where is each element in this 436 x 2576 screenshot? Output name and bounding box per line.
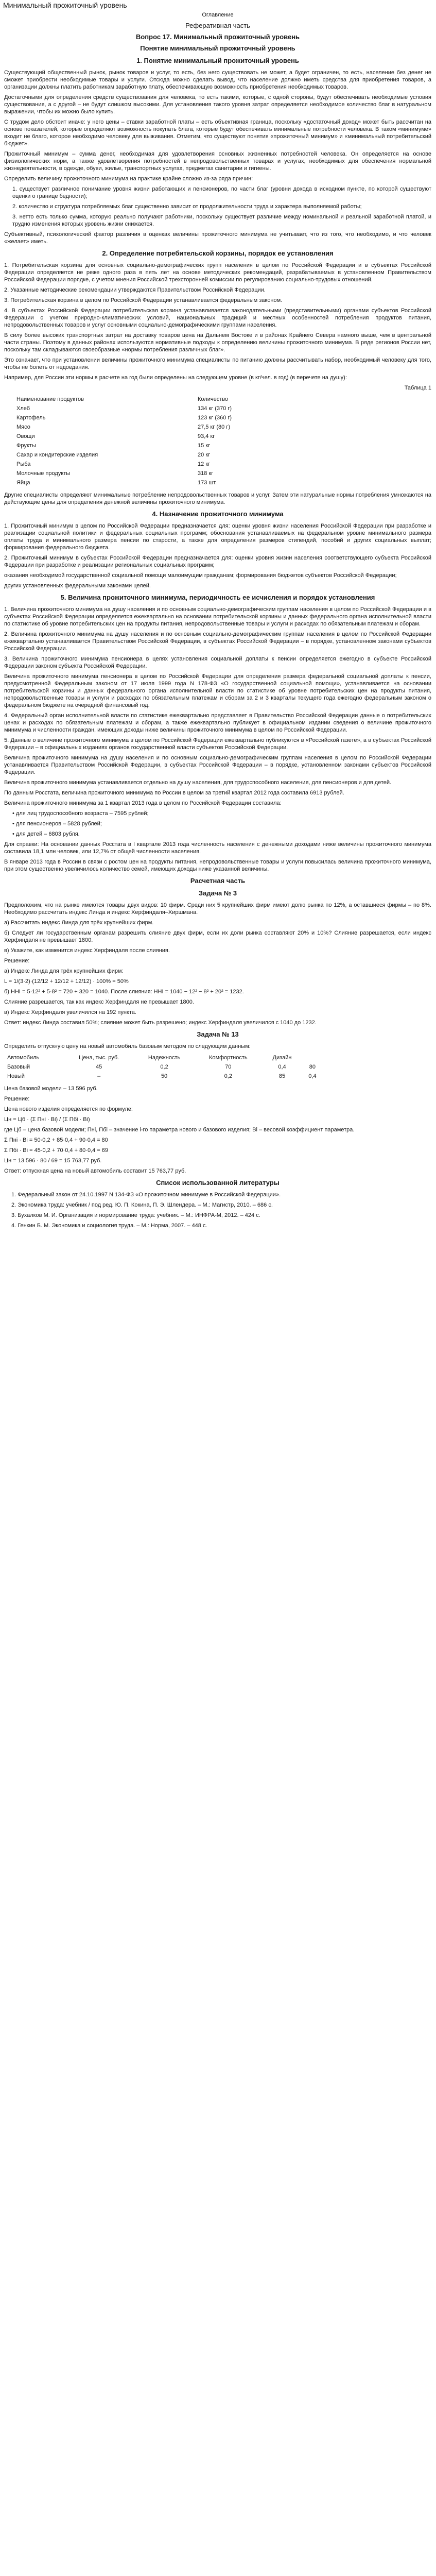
paragraph: В январе 2013 года в России в связи с ростом цен на продукты питания, непродовольственные товары и услуги повысилась величина прожиточного минимума, при этом существенно увеличилось количество семей, имеющих доходы ниже указанной величины. — [4, 859, 431, 872]
paragraph: Величина прожиточного минимума пенсионера в целом по Российской Федерации для определения размера федеральной социальной доплаты к пенсии, предусмотренной Федеральным законом от 17 июля 1999 года N 178-ФЗ «О государственной социальной помощи», устанавливается на основании потребительской корзины и данных федерального органа исполнительной власти по статистике об уровне потребительских цен на продукты питания, непродовольственные товары и услуги и расходах по обязательным платежам и сборам за 2 и 3 кварталы текущего года ежегодно федеральным законом о федеральном бюджете на очередной финансовый год. — [4, 673, 431, 708]
paragraph: в) Укажите, как изменится индекс Херфиндаля после слияния. — [4, 947, 170, 954]
paragraph: Прожиточный минимум – сумма денег, необходимая для удовлетворения основных жизненных потребностей человека. Он определяется на основе физиологических норм, а также удовлетворения потребностей в непродовольственных товарах и услугах, необходимых для обеспечения нормальной жизнедеятельности, в одежде, обуви, жилье, транспортных услугах, предметах санитарии и гигиены. — [4, 151, 431, 172]
table-caption: Таблица 1 — [404, 385, 431, 391]
paragraph: б) HHI = 5·12² + 5·8² = 720 + 320 = 1040. После слияния: HHI = 1040 − 12² − 8² + 20² = 1232. — [4, 989, 244, 995]
references-heading: Список использованной литературы — [156, 1179, 280, 1187]
table-header-cell: Автомобиль — [7, 1055, 40, 1061]
table-cell: 93,4 кг — [198, 433, 215, 439]
paragraph: Для справки: На основании данных Росстата в I квартале 2013 года численность населения с денежными доходами ниже величины прожиточного минимума составила 18,1 млн человек, или 12,7% от общей численности населения. — [4, 841, 431, 855]
toc-link-concept[interactable]: Понятие минимальный прожиточный уровень — [140, 44, 295, 52]
table-cell: Молочные продукты — [16, 470, 71, 477]
table-cell: Базовый — [7, 1064, 30, 1070]
section-3-heading: 4. Назначение прожиточного минимума — [152, 510, 284, 518]
table-cell: 318 кг — [198, 470, 214, 477]
paragraph: Это означает, что при установлении величины прожиточного минимума специалисты по питанию должны рассчитывать набор, необходимый человеку для того, чтобы не болеть от недоедания. — [4, 357, 431, 370]
paragraph: а) Рассчитать индекс Линда для трёх крупнейших фирм. — [4, 920, 154, 926]
table-cell: – — [97, 1073, 101, 1079]
paragraph: Величина прожиточного минимума за 1 квартал 2013 года в целом по Российской Федерации составила: — [4, 800, 282, 806]
table-row — [13, 422, 235, 432]
table-row — [13, 469, 235, 478]
table-cell: 50 — [161, 1073, 168, 1079]
paragraph: 4. В субъектах Российской Федерации потребительская корзина устанавливается законодательными (представительными) органами субъектов Российской Федерации с учетом природно-климатических условий, национальных традиций и местных особенностей потребления продуктов питания, непродовольственных товаров и услуг основными социально-демографическими группами населения. — [4, 308, 431, 328]
table-cell: 0,4 — [278, 1064, 286, 1070]
table-header-cell: Комфортность — [208, 1055, 248, 1061]
table-cell: 85 — [278, 1073, 286, 1079]
paragraph: 3. Величина прожиточного минимума пенсионера в целях установления социальной доплаты к пенсии определяется ежегодно в субъекте Российской Федерации законом субъекта Российской Федерации. — [4, 656, 431, 669]
list-item: 2. количество и структура потребляемых благ существенно зависит от продолжительности труда и характера выполняемой работы; — [12, 204, 362, 210]
paragraph: 2. Указанные методические рекомендации утверждаются Правительством Российской Федерации. — [4, 287, 266, 293]
table-row — [13, 441, 235, 450]
table-cell: Овощи — [16, 433, 35, 439]
table-cell: 45 — [96, 1064, 102, 1070]
paragraph: Определить величину прожиточного минимума на практике крайне сложно из-за ряда причин: — [4, 176, 253, 182]
paragraph: оказания необходимой государственной социальной помощи малоимущим гражданам; формирования бюджетов субъектов Российской Федерации; — [4, 572, 397, 579]
table-header-cell: Количество — [198, 396, 229, 402]
reference-item: 4. Генкин Б. М. Экономика и социология труда. – М.: Норма, 2007. – 448 с. — [11, 1223, 207, 1229]
table-cell: 173 шт. — [198, 480, 217, 486]
table-cell: Фрукты — [16, 443, 36, 449]
paragraph: 4. Федеральный орган исполнительной власти по статистике ежеквартально представляет в Правительство Российской Федерации данные о потребительских ценах и расходах по обязательным платежам и сборам, а также ежеквартально публикует в официальном издании сведения о величине прожиточного минимума и численности граждан, имеющих доходы ниже величины прожиточного минимума в целом по Российской Федерации. — [4, 713, 431, 733]
paragraph: 1. Прожиточный минимум в целом по Российской Федерации предназначается для: оценки уровня жизни населения Российской Федерации при разработке и реализации социальной политики и федеральных социальных программ; обоснования устанавливаемых на федеральном уровне минимального размера оплаты труда и минимального размера пенсии по старости, а также для определения размеров стипендий, пособий и других социальных выплат; формирования федерального бюджета. — [4, 523, 431, 551]
table-cell: 0,2 — [160, 1064, 168, 1070]
table-cell: Рыба — [16, 461, 31, 467]
table-cell: Новый — [7, 1073, 25, 1079]
task-13-title: Задача № 13 — [197, 1030, 239, 1038]
formula: Σ Пбi · Вi = 45·0,2 + 70·0,4 + 80·0,4 = 69 — [4, 1147, 109, 1154]
table-cell: 70 — [225, 1064, 232, 1070]
formula: Цн = Цб · (Σ Пнi · Вi) / (Σ Пбi · Вi) — [4, 1116, 90, 1123]
table-header-cell: Цена, тыс. руб. — [79, 1055, 119, 1061]
formula: L = 1/(3·2)·(12/12 + 12/12 + 12/12) · 100% = 50% — [4, 978, 129, 985]
table-cell: 80 — [309, 1064, 316, 1070]
paragraph: Определить отпускную цену на новый автомобиль базовым методом по следующим данным: — [4, 1043, 251, 1049]
section-1-heading: 1. Понятие минимальный прожиточный уровень — [136, 57, 299, 64]
list-item: • для детей – 6803 рубля. — [12, 831, 80, 837]
document-body — [4, 11, 431, 1232]
table-row — [13, 432, 235, 441]
practice-heading: Расчетная часть — [190, 877, 246, 885]
table-row — [13, 460, 235, 469]
table-row — [4, 1072, 323, 1081]
table-cell: Хлеб — [16, 405, 30, 412]
food-norms-table — [13, 395, 235, 487]
list-item: • для лиц трудоспособного возраста – 7595 рублей; — [12, 810, 149, 817]
solution-label: Решение: — [4, 1096, 30, 1102]
table-header-row — [13, 395, 235, 404]
table-row — [13, 413, 235, 422]
table-header-row — [4, 1053, 323, 1062]
toc-label: Оглавление — [202, 12, 234, 18]
paragraph: Цена базовой модели – 13 596 руб. — [4, 1086, 98, 1092]
reference-item: 2. Экономика труда: учебник / под ред. Ю. П. Кокина, П. Э. Шлендера. – М.: Магистр, 2010. – 686 с. — [11, 1202, 273, 1208]
table-cell: Яйца — [16, 480, 30, 486]
task-13-heading — [4, 1030, 431, 1039]
paragraph: Величина прожиточного минимума на душу населения и по основным социально-демографическим группам населения в целом по Российской Федерации устанавливается Правительством Российской Федерации, в субъектах Российской Федерации – в порядке, установленном законами субъектов Российской Федерации. — [4, 755, 431, 775]
reference-item: 3. Бухалков М. И. Организация и нормирование труда: учебник. – М.: ИНФРА-М, 2012. – 424 с. — [11, 1212, 260, 1218]
section-4-heading: 5. Величина прожиточного минимума, периодичность ее исчисления и порядок установления — [60, 594, 375, 601]
table-cell: Мясо — [16, 424, 30, 430]
table-row — [13, 404, 235, 413]
table-cell: 123 кг (360 г) — [198, 415, 232, 421]
paragraph: Существующий общественный рынок, рынок товаров и услуг, то есть, без него существовать не может, а будет ограничен, то есть, население без денег не сможет приобрести необходимые товары и услуги. Отсюда можно сделать вывод, что население должно иметь средства для приобретения товаров, а организации должны платить работникам заработную плату, обеспечивающую возможность приобретения необходимых товаров. — [4, 70, 431, 90]
table-header-cell: Наименование продуктов — [16, 396, 84, 402]
paragraph: где Цб – цена базовой модели; Пнi, Пбi – значение i-го параметра нового и базового изделия; Вi – весовой коэффициент параметра. — [4, 1127, 355, 1133]
paragraph: 5. Данные о величине прожиточного минимума в целом по Российской Федерации ежеквартально публикуются в «Российской газете», а в субъектах Российской Федерации – в официальных изданиях органов государственной власти субъектов Российской Федерации. — [4, 737, 431, 751]
table-cell: 15 кг — [198, 443, 211, 449]
answer: Ответ: отпускная цена на новый автомобиль составит 15 763,77 руб. — [4, 1168, 186, 1174]
solution-label: Решение: — [4, 958, 30, 964]
paragraph: 1. Потребительская корзина для основных социально-демографических групп населения в целом по Российской Федерации и в субъектах Российской Федерации определяется не реже одного раза в пять лет на основе методических рекомендаций, разрабатываемых в установленном Правительством Российской Федерации порядке, с учетом мнения Российской трехсторонней комиссии по регулированию социально-трудовых отношений. — [4, 262, 431, 283]
paragraph: Цена нового изделия определяется по формуле: — [4, 1106, 133, 1112]
list-item: 3. нетто есть только сумма, которую реально получают работники, поскольку существует различие между номинальной и реальной заработной платой, и трудно изменения которых уровень жизни снижается. — [12, 214, 431, 227]
paragraph: Величина прожиточного минимума устанавливается отдельно на душу населения, для трудоспособного населения, для пенсионеров и для детей. — [4, 779, 392, 786]
toc-link-question[interactable]: Вопрос 17. Минимальный прожиточный уровень — [135, 33, 300, 41]
paragraph: С трудом дело обстоит иначе: у него цены – ставки заработной платы – есть объективная граница, поскольку «достаточный доход» может быть рассчитан на основе показателей, которые определяют возможность покупать блага, которые будут обеспечивать минимальные потребности человека. В таком «минимуме» входит не благо, которое необходимо человеку для выживания. Отметим, что существуют понятия «прожиточный минимум» и «минимальный потребительский бюджет». — [4, 119, 431, 147]
paragraph: Другие специалисты определяют минимальные потребление непродовольственных товаров и услуг. Затем эти натуральные нормы потребления умножаются на действующие цены для определения денежной величины прожиточного минимума. — [4, 492, 431, 505]
list-item: 1. существует различное понимание уровня жизни работающих и пенсионеров, по части благ (уровни дохода в исходном пункте, по которой существуют оценки о границе бедности); — [12, 186, 431, 199]
paragraph: других установленных федеральными законами целей. — [4, 583, 151, 589]
table-cell: 27,5 кг (80 г) — [198, 424, 230, 430]
task-3-title: Задача № 3 — [198, 889, 237, 897]
table-cell: 12 кг — [198, 461, 211, 467]
table-cell: 0,2 — [224, 1073, 232, 1079]
table-cell: 20 кг — [198, 452, 211, 458]
table-cell: 0,4 — [308, 1073, 317, 1079]
table-cell: Картофель — [16, 415, 46, 421]
formula: Σ Пнi · Вi = 50·0,2 + 85·0,4 + 90·0,4 = 80 — [4, 1137, 108, 1143]
table-row — [4, 1062, 323, 1072]
task-3-heading — [4, 889, 431, 897]
table-cell: 134 кг (370 г) — [198, 405, 232, 412]
section-2-heading: 2. Определение потребительской корзины, порядок ее установления — [102, 249, 334, 257]
table-header-cell: Надежность — [148, 1055, 181, 1061]
paragraph: а) Индекс Линда для трёх крупнейших фирм: — [4, 968, 124, 974]
reference-item: 1. Федеральный закон от 24.10.1997 N 134-ФЗ «О прожиточном минимуме в Российской Федерации». — [11, 1192, 281, 1198]
paragraph: 3. Потребительская корзина в целом по Российской Федерации устанавливается федеральным законом. — [4, 297, 283, 303]
list-item: • для пенсионеров – 5828 рублей; — [12, 821, 102, 827]
table-cell: Сахар и кондитерские изделия — [16, 452, 98, 458]
paragraph: б) Следует ли государственным органам разрешить слияние двух фирм, если их доли рынка составляют 20% и 10%? Слияние разрешается, если индекс Херфиндаля не превышает 1800. — [4, 930, 431, 943]
paragraph: Например, для России эти нормы в расчете на год были определены на следующем уровне (в кг/чел. в год) (в перечете на душу): — [4, 375, 347, 381]
table-row — [13, 478, 235, 487]
table-row — [13, 450, 235, 460]
paragraph: Слияние разрешается, так как индекс Херфиндаля не превышает 1800. — [4, 999, 194, 1005]
answer: Ответ: индекс Линда составил 50%; слияние может быть разрешено; индекс Херфиндаля увеличился с 1040 до 1232. — [4, 1020, 317, 1026]
table-header-cell: Дизайн — [272, 1055, 292, 1061]
formula: Цн = 13 596 · 80 / 69 = 15 763,77 руб. — [4, 1158, 102, 1164]
paragraph: в) Индекс Херфиндаля увеличился на 192 пункта. — [4, 1009, 136, 1015]
paragraph: Субъективный, психологический фактор различия в оценках величины прожиточного минимума не учитывает, что из того, что необходимо, и что человек «желает» иметь. — [4, 231, 431, 245]
car-params-table — [4, 1053, 323, 1081]
paragraph: Достаточными для определения средств существования для человека, то есть такими, которые, с одной стороны, будут обеспечивать необходимые условия существования, а с другой – не будут слишком высокими. Для установления такого уровня затрат определяется необходимое количество благ в натуральном выражении, чтобы их можно было купить. — [4, 94, 431, 115]
paragraph: В силу более высоких транспортных затрат на доставку товаров цена на Дальнем Востоке и в районах Крайнего Севера намного выше, чем в центральной части страны. Поэтому в данных районах используются нормативные подходы к определению величины прожиточного минимума. В ряде регионов России нет, поскольку там складываются своеобразные «нормы потребления различных благ». — [4, 332, 431, 353]
paragraph: 2. Прожиточный минимум в субъектах Российской Федерации предназначается для: оценки уровня жизни населения соответствующего субъекта Российской Федерации при разработке и реализации региональных социальных программ; — [4, 555, 431, 568]
paragraph: По данным Росстата, величина прожиточного минимума по России в целом за третий квартал 2012 года составила 6913 рублей. — [4, 790, 344, 796]
paragraph: 1. Величина прожиточного минимума на душу населения и по основным социально-демографическим группам населения в целом по Российской Федерации и в субъектах Российской Федерации определяется ежеквартально на основании потребительской корзины и данных федерального органа исполнительной власти по статистике об уровне потребительских цен на продукты питания, непродовольственные товары и услуги и расходах по обязательным платежам и сборам. — [4, 606, 431, 627]
paragraph: 2. Величина прожиточного минимума на душу населения и по основным социально-демографическим группам населения в целом по Российской Федерации ежеквартально устанавливается Правительством Российской Федерации, в субъектах Российской Федерации – в порядке, установленном законами субъектов Российской Федерации. — [4, 631, 431, 652]
paragraph: Предположим, что на рынке имеются товары двух видов: 10 фирм. Среди них 5 крупнейших фирм имеют долю рынка по 12%, а оставшиеся фирмы – по 8%. Необходимо рассчитать индекс Линда и индекс Херфиндаля–Хиршмана. — [4, 902, 431, 916]
toc-link-practical[interactable]: Реферативная часть — [185, 22, 250, 29]
page-title: Минимальный прожиточный уровень — [3, 1, 127, 9]
